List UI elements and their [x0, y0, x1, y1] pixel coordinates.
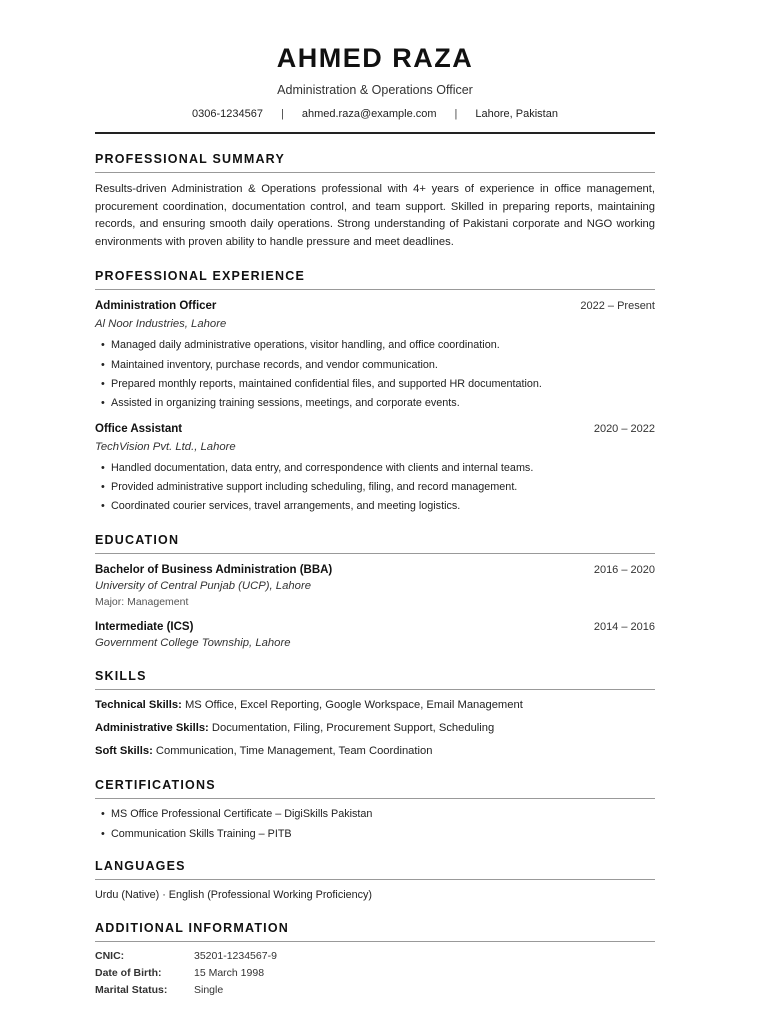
bullet-text: Prepared monthly reports, maintained confidential files, and supported HR documentation. — [111, 377, 542, 390]
job-entry — [95, 421, 655, 517]
bullet-icon: • — [101, 377, 105, 390]
section-heading: LANGUAGES — [95, 859, 186, 874]
experience-section — [95, 268, 655, 516]
candidate-title: Administration & Operations Officer — [277, 83, 473, 97]
header-divider — [95, 132, 655, 134]
degree-name: Bachelor of Business Administration (BBA) — [95, 564, 333, 577]
bullet-icon: • — [101, 339, 105, 352]
contact-line — [95, 107, 655, 121]
info-value-dob: 15 March 1998 — [194, 967, 265, 980]
skill-line-administrative — [95, 717, 655, 740]
school-name: Government College Township, Lahore — [95, 637, 291, 650]
section-divider — [95, 798, 655, 799]
section-divider — [95, 289, 655, 290]
candidate-name: AHMED RAZA — [276, 43, 474, 73]
job-dates: 2020 – 2022 — [593, 422, 655, 435]
bullet-icon: • — [101, 500, 105, 513]
bullet-icon: • — [101, 808, 105, 821]
bullet-icon: • — [101, 480, 105, 493]
list-item — [101, 336, 655, 355]
list-item — [101, 825, 655, 844]
list-item — [101, 375, 655, 394]
section-divider — [95, 172, 655, 173]
email-address[interactable]: ahmed.raza@example.com — [301, 108, 437, 120]
skill-values: Communication, Time Management, Team Coordination — [152, 745, 433, 758]
section-heading: EDUCATION — [95, 533, 180, 548]
education-dates: 2014 – 2016 — [593, 621, 655, 634]
bullet-icon: • — [101, 827, 105, 840]
skill-values: MS Office, Excel Reporting, Google Workspace, Email Management — [181, 699, 523, 712]
job-dates: 2022 – Present — [580, 300, 655, 313]
section-heading: CERTIFICATIONS — [95, 778, 216, 793]
skills-section — [95, 668, 655, 763]
section-divider — [95, 941, 655, 942]
languages-text: Urdu (Native) · English (Professional Working Proficiency) — [95, 889, 373, 902]
skill-values: Documentation, Filing, Procurement Support, Scheduling — [208, 722, 495, 735]
summary-text: Results-driven Administration & Operations professional with 4+ years of experience in office management, procurement coordination, documentation control, and team support. Skilled in preparing reports, maintaining records, and ensuring smooth daily operations. Strong understanding of Pakistani corporate and NGO working environments with proven ability to handle pressure and meet deadlines. — [95, 183, 655, 248]
job-organization: Al Noor Industries, Lahore — [95, 318, 227, 331]
certifications-section — [95, 777, 655, 844]
certification-text: Communication Skills Training – PITB — [111, 827, 292, 840]
list-item — [101, 805, 655, 824]
location: Lahore, Pakistan — [475, 108, 558, 120]
certification-text: MS Office Professional Certificate – DigiSkills Pakistan — [111, 808, 373, 821]
major-note: Major: Management — [95, 596, 189, 609]
contact-separator: | — [454, 108, 458, 120]
bullet-text: Provided administrative support including scheduling, filing, and record management. — [111, 480, 518, 493]
section-divider — [95, 879, 655, 880]
degree-name: Intermediate (ICS) — [95, 621, 194, 634]
resume-header — [95, 0, 655, 134]
job-bullets — [95, 459, 655, 517]
info-label-marital-status: Marital Status: — [95, 984, 168, 997]
languages-section — [95, 858, 655, 903]
skill-line-technical — [95, 694, 655, 717]
info-table — [95, 949, 655, 998]
bullet-text: Managed daily administrative operations, visitor handling, and office coordination. — [111, 339, 500, 352]
list-item — [101, 497, 655, 516]
bullet-text: Coordinated courier services, travel arrangements, and meeting logistics. — [111, 500, 461, 513]
info-value-marital-status: Single — [194, 984, 224, 997]
phone-number: 0306-1234567 — [192, 108, 263, 120]
certification-list — [95, 805, 655, 844]
skill-label: Soft Skills: — [95, 745, 153, 758]
bullet-icon: • — [101, 461, 105, 474]
education-dates: 2016 – 2020 — [593, 564, 655, 577]
info-value-cnic: 35201-1234567-9 — [194, 950, 277, 963]
bullet-text: Handled documentation, data entry, and correspondence with clients and internal teams. — [111, 461, 534, 474]
education-entry — [95, 562, 655, 609]
list-item — [101, 459, 655, 478]
skill-line-soft — [95, 740, 655, 763]
section-heading: PROFESSIONAL EXPERIENCE — [95, 269, 306, 284]
job-entry — [95, 298, 655, 413]
job-role: Office Assistant — [95, 422, 183, 435]
additional-info-section — [95, 920, 655, 998]
job-organization: TechVision Pvt. Ltd., Lahore — [95, 440, 236, 453]
section-heading: ADDITIONAL INFORMATION — [95, 921, 289, 936]
school-name: University of Central Punjab (UCP), Lahore — [95, 580, 311, 593]
list-item — [101, 356, 655, 375]
bullet-icon: • — [101, 397, 105, 410]
education-entry — [95, 619, 655, 651]
info-label-cnic: CNIC: — [95, 950, 125, 963]
skill-label: Technical Skills: — [95, 699, 182, 712]
job-role: Administration Officer — [95, 300, 217, 313]
section-divider — [95, 689, 655, 690]
list-item — [101, 394, 655, 413]
contact-separator: | — [281, 108, 284, 120]
info-label-dob: Date of Birth: — [95, 967, 162, 980]
skill-label: Administrative Skills: — [95, 722, 209, 735]
job-bullets — [95, 336, 655, 413]
bullet-text: Assisted in organizing training sessions, meetings, and corporate events. — [111, 397, 460, 410]
section-divider — [95, 553, 655, 554]
section-heading: SKILLS — [95, 669, 147, 684]
bullet-text: Maintained inventory, purchase records, and vendor communication. — [111, 358, 438, 371]
bullet-icon: • — [101, 358, 105, 371]
list-item — [101, 478, 655, 497]
summary-section — [95, 151, 655, 251]
section-heading: PROFESSIONAL SUMMARY — [95, 152, 285, 166]
education-section — [95, 532, 655, 651]
